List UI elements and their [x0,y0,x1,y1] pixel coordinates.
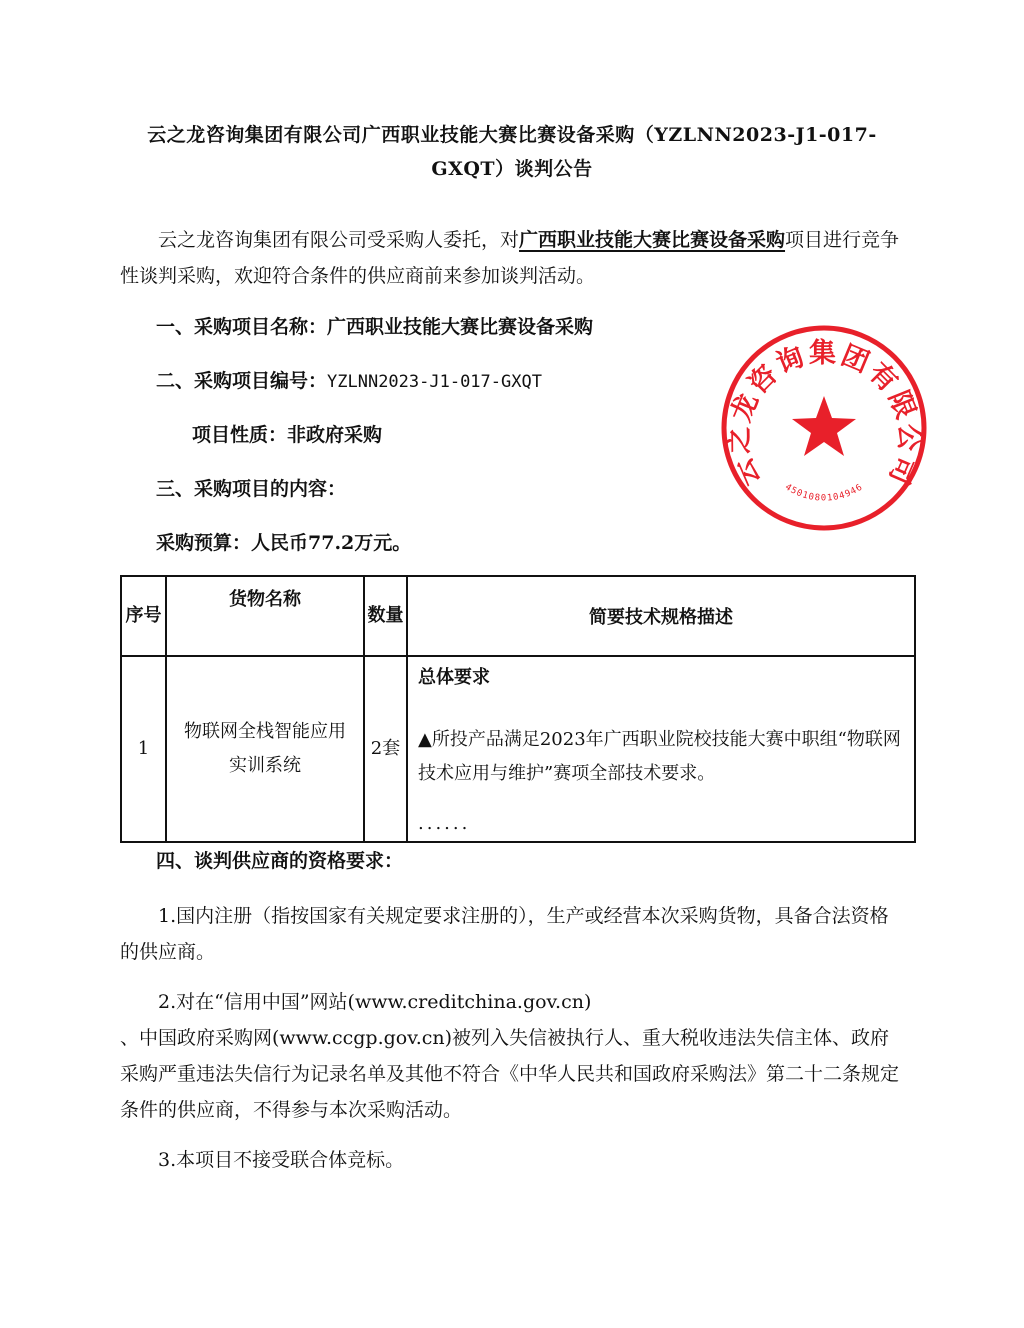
requirement-3: 3.本项目不接受联合体竞标。 [158,1149,405,1171]
section-1-heading: 一、采购项目名称：广西职业技能大赛比赛设备采购 [156,316,594,338]
section-4-heading: 四、谈判供应商的资格要求： [156,850,404,872]
header-qty: 数量 [364,576,407,656]
title-line-2: GXQT）谈判公告 [431,158,593,180]
desc-title: 总体要求 [418,667,490,688]
requirement-2-line-2: 、中国政府采购网(www.ccgp.gov.cn)被列入失信被执行人、重大税收违法失信主体、政府采购严重违法失信行为记录名单及其他不符合《中华人民共和国政府采购法》第二十二条规定条件的供应商，不得参与本次采购活动。 [120,1027,900,1121]
project-code: YZLNN2023-J1-017-GXQT [327,372,542,392]
section-2-label: 二、采购项目编号： [156,370,328,392]
table-row [121,656,915,842]
intro-before: 云之龙咨询集团有限公司受采购人委托，对 [158,229,520,251]
title-line-1: 云之龙咨询集团有限公司广西职业技能大赛比赛设备采购（YZLNN2023-J1-017- [147,124,877,146]
page-title [120,118,904,186]
intro-project-name: 广西职业技能大赛比赛设备采购 [519,229,786,251]
header-name: 货物名称 [166,576,364,656]
cell-name: 物联网全栈智能应用实训系统 [166,656,364,842]
desc-body: ▲所投产品满足2023年广西职业院校技能大赛中职组“物联网技术应用与维护”赛项全部技术要求。 [418,729,901,784]
company-seal-stamp [718,322,930,534]
procurement-table [120,575,916,843]
seal-company-text: 云之龙咨询集团有限公司 [723,338,925,492]
seal-code-text: 4501080104946 [783,482,865,504]
header-no: 序号 [121,576,166,656]
header-desc: 简要技术规格描述 [407,576,915,656]
intro-after: 项目进行竞争性谈判采购，欢迎符合条件的供应商前来参加谈判活动。 [120,229,900,287]
cell-no: 1 [121,656,166,842]
table-header-row [121,576,915,656]
requirement-1: 1.国内注册（指按国家有关规定要求注册的），生产或经营本次采购货物，具备合法资格的供应商。 [120,905,889,963]
section-3-heading: 三、采购项目的内容： [156,478,347,500]
intro-paragraph [120,222,904,294]
budget-line: 采购预算：人民币77.2万元。 [156,532,412,554]
cell-desc [407,656,915,842]
project-nature: 项目性质：非政府采购 [192,424,383,446]
requirement-2-line-1: 2.对在“信用中国”网站(www.creditchina.gov.cn) [158,991,592,1013]
section-2-heading [156,366,542,397]
cell-qty: 2套 [364,656,407,842]
desc-more: ...... [418,813,471,834]
seal-star-icon [792,396,856,456]
